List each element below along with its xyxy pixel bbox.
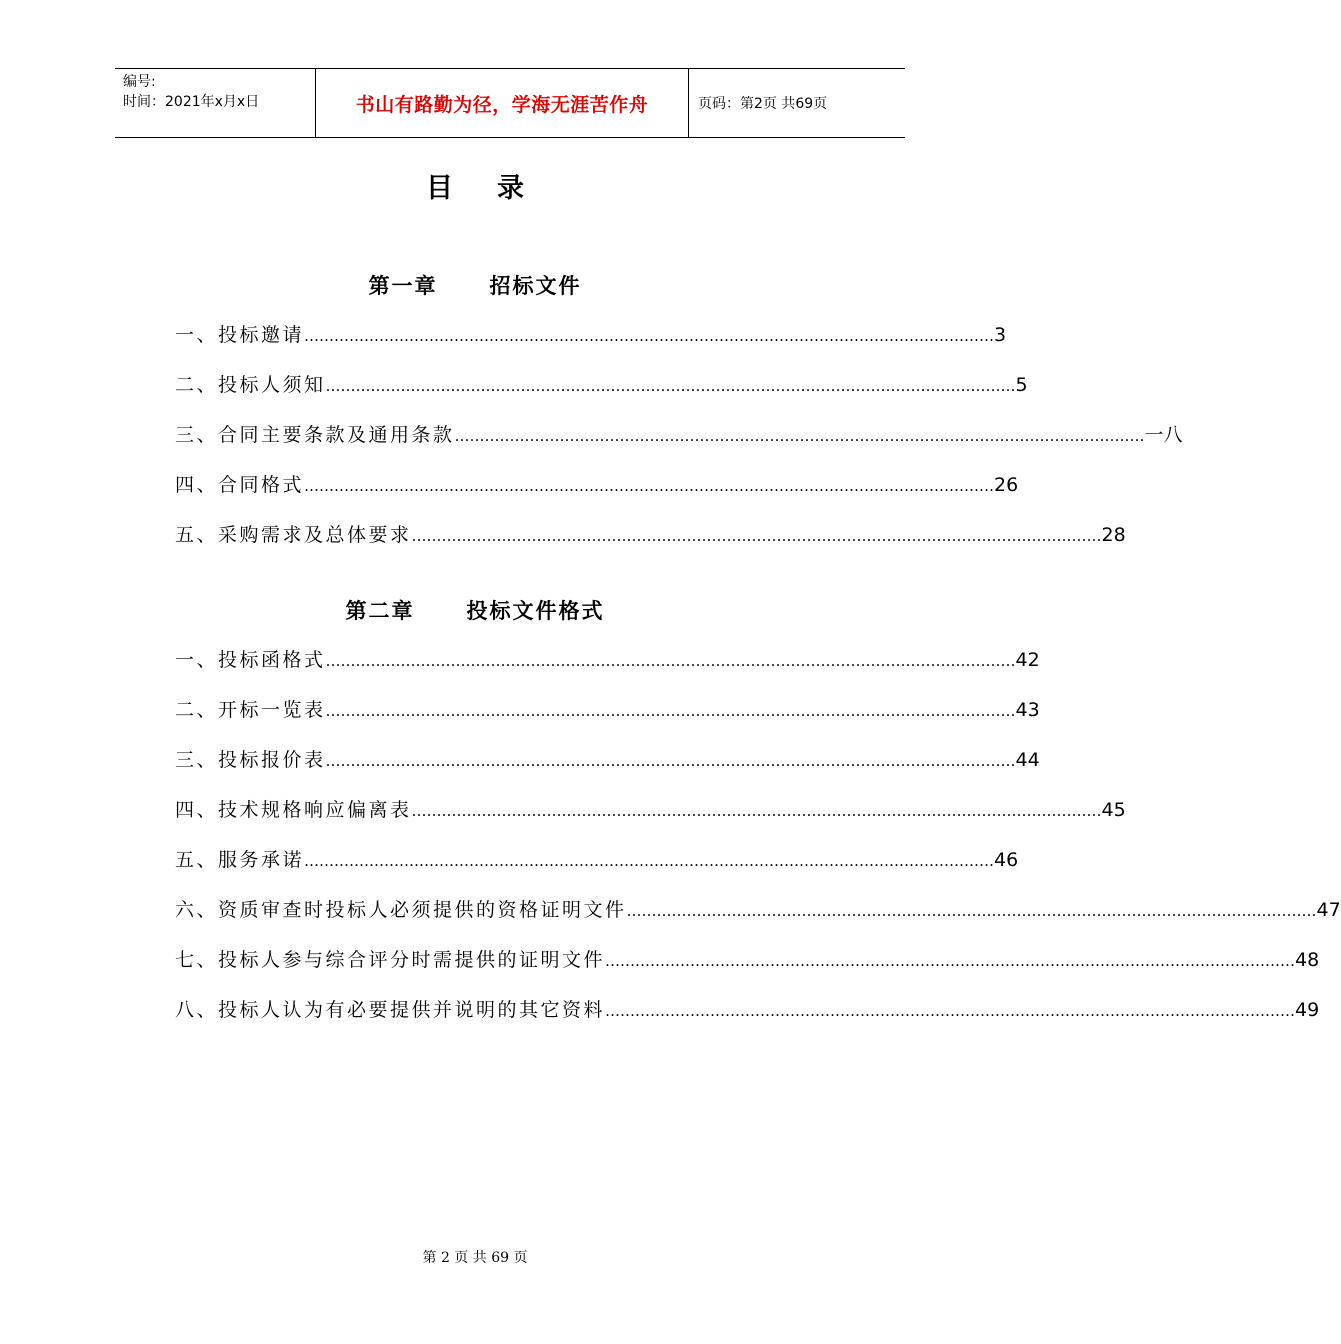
- toc-entry[interactable]: [175, 845, 1019, 871]
- dot-leader: …………………………………………………………………………………………………………………………: [605, 952, 1296, 970]
- toc-entry[interactable]: [175, 995, 1320, 1021]
- toc-entry[interactable]: [175, 370, 1028, 396]
- number-label: 编号:: [123, 74, 156, 90]
- chapter-number: 第一章: [368, 274, 438, 298]
- toc-entry[interactable]: [175, 320, 1007, 346]
- toc-entry[interactable]: [175, 520, 1126, 546]
- toc-entry-label: 三、投标报价表: [175, 749, 326, 771]
- toc-entry-label: 七、投标人参与综合评分时需提供的证明文件: [175, 949, 606, 971]
- header-page-cell: [698, 69, 903, 137]
- toc-entry[interactable]: [175, 795, 1126, 821]
- toc-entry[interactable]: [175, 895, 1341, 921]
- toc-entry-label: 五、采购需求及总体要求: [175, 524, 412, 546]
- dot-leader: …………………………………………………………………………………………………………………………: [411, 527, 1102, 545]
- dot-leader: …………………………………………………………………………………………………………………………: [325, 702, 1016, 720]
- toc-entry[interactable]: [175, 645, 1040, 671]
- toc-entry-page: 42: [1015, 649, 1040, 671]
- toc-entry-label: 三、合同主要条款及通用条款: [175, 424, 455, 446]
- toc-entry-page: 一八: [1144, 424, 1183, 446]
- toc-entry[interactable]: [175, 420, 1183, 446]
- toc-entry-label: 一、投标邀请: [175, 324, 305, 346]
- motto-text: 书山有路勤为径，学海无涯苦作舟: [355, 93, 649, 116]
- header-meta-cell: [115, 69, 316, 137]
- chapter-heading-2: [0, 595, 950, 625]
- toc-entry-page: 28: [1101, 524, 1126, 546]
- toc-entry-page: 49: [1295, 999, 1320, 1021]
- dot-leader: …………………………………………………………………………………………………………………………: [626, 902, 1317, 920]
- dot-leader: …………………………………………………………………………………………………………………………: [325, 377, 1016, 395]
- toc-entry-page: 45: [1101, 799, 1126, 821]
- toc-entry[interactable]: [175, 470, 1019, 496]
- toc-entry-label: 六、资质审查时投标人必须提供的资格证明文件: [175, 899, 627, 921]
- dot-leader: …………………………………………………………………………………………………………………………: [304, 327, 995, 345]
- chapter-name: 招标文件: [489, 274, 582, 298]
- toc-entry-page: 48: [1295, 949, 1320, 971]
- toc-entry-label: 八、投标人认为有必要提供并说明的其它资料: [175, 999, 606, 1021]
- toc-entry-page: 44: [1015, 749, 1040, 771]
- toc-entry-page: 5: [1015, 374, 1028, 396]
- toc-entry-page: 47: [1316, 899, 1341, 921]
- time-label: 时间：2021年x月x日: [123, 94, 260, 110]
- toc-entry-label: 二、开标一览表: [175, 699, 326, 721]
- dot-leader: …………………………………………………………………………………………………………………………: [304, 852, 995, 870]
- toc-entry-label: 四、合同格式: [175, 474, 305, 496]
- dot-leader: …………………………………………………………………………………………………………………………: [325, 752, 1016, 770]
- toc-entry-label: 一、投标函格式: [175, 649, 326, 671]
- toc-entry-label: 五、服务承诺: [175, 849, 305, 871]
- dot-leader: …………………………………………………………………………………………………………………………: [304, 477, 995, 495]
- header-motto-cell: [316, 69, 689, 137]
- toc-entry-page: 26: [994, 474, 1019, 496]
- page-header: [115, 68, 905, 138]
- dot-leader: …………………………………………………………………………………………………………………………: [411, 802, 1102, 820]
- toc-entry-page: 46: [994, 849, 1019, 871]
- chapter-number: 第二章: [345, 599, 415, 623]
- toc-entry-page: 43: [1015, 699, 1040, 721]
- toc-entry-label: 四、技术规格响应偏离表: [175, 799, 412, 821]
- toc-entry[interactable]: [175, 695, 1040, 721]
- chapter-heading-1: [0, 270, 950, 300]
- toc-entry-label: 二、投标人须知: [175, 374, 326, 396]
- dot-leader: …………………………………………………………………………………………………………………………: [454, 427, 1145, 445]
- page-info: 页码：第2页 共69页: [698, 96, 828, 112]
- dot-leader: …………………………………………………………………………………………………………………………: [325, 652, 1016, 670]
- page-footer: 第 2 页 共 69 页: [422, 1250, 528, 1266]
- toc-entry-page: 3: [994, 324, 1007, 346]
- dot-leader: …………………………………………………………………………………………………………………………: [605, 1002, 1296, 1020]
- toc-entry[interactable]: [175, 745, 1040, 771]
- chapter-name: 投标文件格式: [466, 599, 605, 623]
- toc-title: 目录: [426, 173, 568, 204]
- toc-entry[interactable]: [175, 945, 1320, 971]
